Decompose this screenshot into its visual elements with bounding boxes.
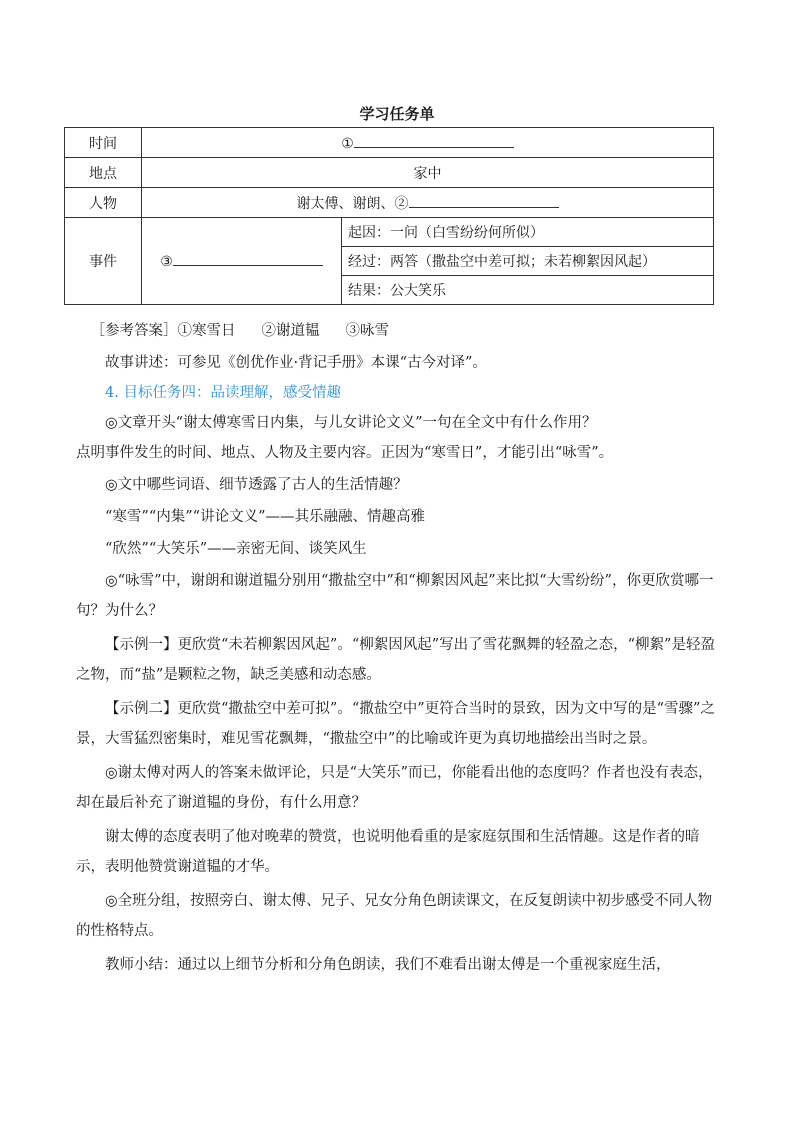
question-3: ◎“咏雪”中，谢朗和谢道韫分别用“撒盐空中”和“柳絮因风起”来比拟“大雪纷纷”，你更欣赏哪一句？为什么？ <box>76 573 714 619</box>
people-blank <box>409 194 559 208</box>
people-value: 谢太傅、谢朗、② <box>296 195 409 212</box>
question-4: ◎谢太傅对两人的答案未做评论，只是“大笑乐”而已，你能看出他的态度吗？作者也没有表态，却在最后补充了谢道韫的身份，有什么用意？ <box>76 765 713 811</box>
time-blank <box>354 134 514 148</box>
detail-line-2: “欣然”“大笑乐”——亲密无间、谈笑风生 <box>105 541 367 557</box>
time-value: ① <box>341 135 354 152</box>
section-heading: 4. 目标任务四：品读理解，感受情趣 <box>105 385 341 401</box>
answer-1: ①寒雪日 <box>177 323 236 339</box>
answer-paragraph-4: 谢太傅的态度表明了他对晚辈的赞赏，也说明他看重的是家庭氛围和生活情趣。这是作者的暗示，表明他赞赏谢道韫的才华。 <box>76 829 700 875</box>
event-cell <box>142 218 342 305</box>
event-label: 事件 <box>65 218 142 305</box>
event-process: 经过：两答（撒盐空中差可拟；未若柳絮因风起） <box>342 247 714 276</box>
activity-paragraph: ◎全班分组，按照旁白、谢太傅、兄子、兄女分角色朗读课文，在反复朗读中初步感受不同人物的性格特点。 <box>76 893 713 939</box>
people-label: 人物 <box>65 188 142 218</box>
task-table <box>64 127 714 305</box>
people-cell <box>142 188 714 218</box>
event-result: 结果：公大笑乐 <box>342 276 714 305</box>
table-row <box>65 218 714 247</box>
table-row <box>65 188 714 218</box>
event-blank <box>173 252 323 266</box>
story-note: 故事讲述：可参见《创优作业·背记手册》本课“古今对译”。 <box>105 355 487 371</box>
time-cell <box>142 128 714 158</box>
answer-3: ③咏雪 <box>345 323 389 339</box>
detail-line-1: “寒雪”“内集”“讲论文义”——其乐融融、情趣高雅 <box>105 509 425 525</box>
example-1: 【示例一】更欣赏“未若柳絮因风起”。“柳絮因风起”写出了雪花飘舞的轻盈之态，“柳絮”是轻盈之物，而“盐”是颗粒之物，缺乏美感和动态感。 <box>76 637 715 683</box>
worksheet-title: 学习任务单 <box>359 105 435 123</box>
answer-paragraph-1: 点明事件发生的时间、地点、人物及主要内容。正因为“寒雪日”，才能引出“咏雪”。 <box>76 445 614 461</box>
place-value: 家中 <box>142 158 714 188</box>
event-value: ③ <box>160 254 173 270</box>
table-row <box>65 158 714 188</box>
question-1: ◎文章开头“谢太傅寒雪日内集，与儿女讲论文义”一句在全文中有什么作用？ <box>105 415 597 431</box>
table-row <box>65 128 714 158</box>
question-2: ◎文中哪些词语、细节透露了古人的生活情趣？ <box>105 477 408 493</box>
reference-answer <box>76 316 716 346</box>
answer-prefix: ［参考答案］ <box>90 323 178 339</box>
event-cause: 起因：一问（白雪纷纷何所似） <box>342 218 714 247</box>
teacher-summary: 教师小结：通过以上细节分析和分角色朗读，我们不难看出谢太傅是一个重视家庭生活， <box>105 957 671 973</box>
example-2: 【示例二】更欣赏“撒盐空中差可拟”。“撒盐空中”更符合当时的景致，因为文中写的是“雪骤”之景，大雪猛烈密集时，难见雪花飘舞，“撒盐空中”的比喻或许更为真切地描绘出当时之景。 <box>76 701 715 747</box>
answer-2: ②谢道韫 <box>261 323 320 339</box>
time-label: 时间 <box>65 128 142 158</box>
lesson-content <box>76 316 716 980</box>
place-label: 地点 <box>65 158 142 188</box>
